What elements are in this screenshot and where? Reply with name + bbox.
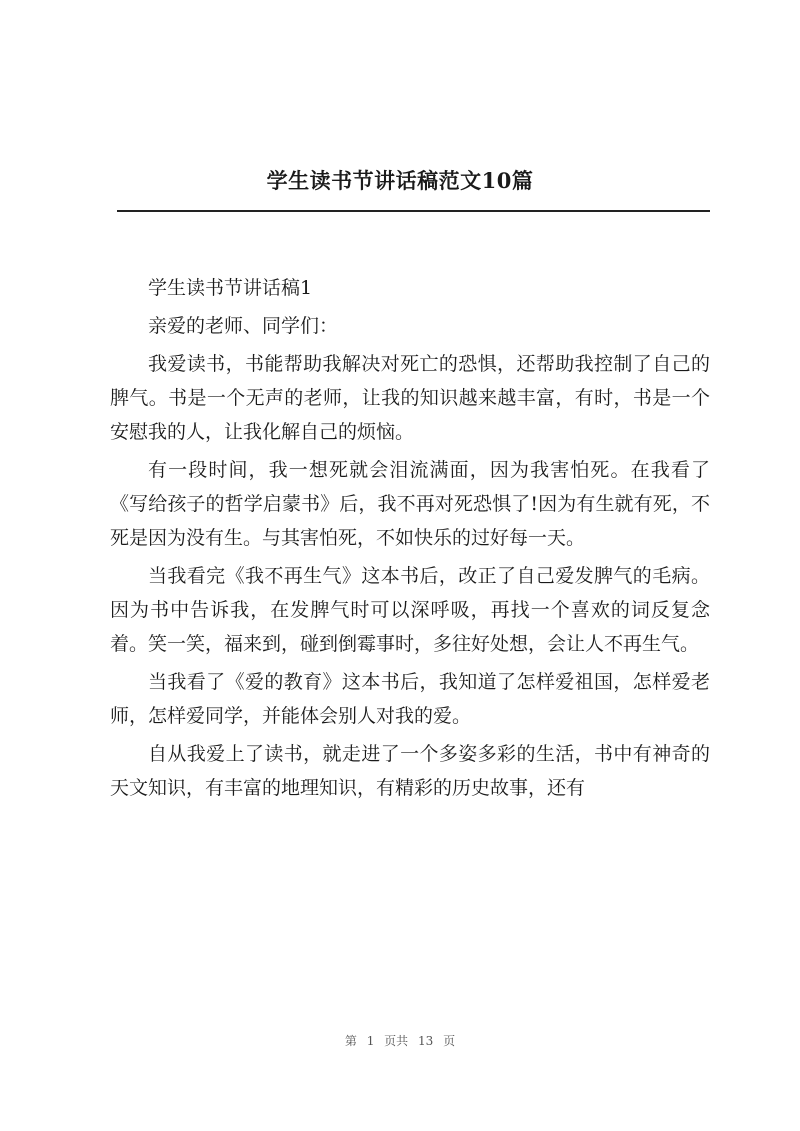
body-paragraph: 有一段时间，我一想死就会泪流满面，因为我害怕死。在我看了《写给孩子的哲学启蒙书》后，我不再对死恐惧了!因为有生就有死，不死是因为没有生。与其害怕死，不如快乐的过好每一天。 [110, 459, 710, 549]
salutation: 亲爱的老师、同学们： [148, 315, 339, 337]
body-paragraph: 当我看完《我不再生气》这本书后，改正了自己爱发脾气的毛病。因为书中告诉我，在发脾气时可以深呼吸，再找一个喜欢的词反复念着。笑一笑，福来到，碰到倒霉事时，多往好处想，会让人不再生气。 [110, 565, 710, 655]
body-paragraph: 我爱读书，书能帮助我解决对死亡的恐惧，还帮助我控制了自己的脾气。书是一个无声的老师，让我的知识越来越丰富，有时，书是一个安慰我的人，让我化解自己的烦恼。 [110, 353, 710, 443]
title-underline [117, 210, 710, 212]
body-paragraph: 自从我爱上了读书，就走进了一个多姿多彩的生活，书中有神奇的天文知识，有丰富的地理知识，有精彩的历史故事，还有 [110, 743, 710, 799]
page-footer: 第 1 页共 13 页 [344, 1034, 456, 1048]
document-body [110, 271, 710, 805]
document-title: 学生读书节讲话稿范文10篇 [266, 168, 534, 193]
body-paragraph: 当我看了《爱的教育》这本书后，我知道了怎样爱祖国，怎样爱老师，怎样爱同学，并能体会别人对我的爱。 [110, 671, 710, 727]
section-heading: 学生读书节讲话稿1 [148, 277, 313, 299]
